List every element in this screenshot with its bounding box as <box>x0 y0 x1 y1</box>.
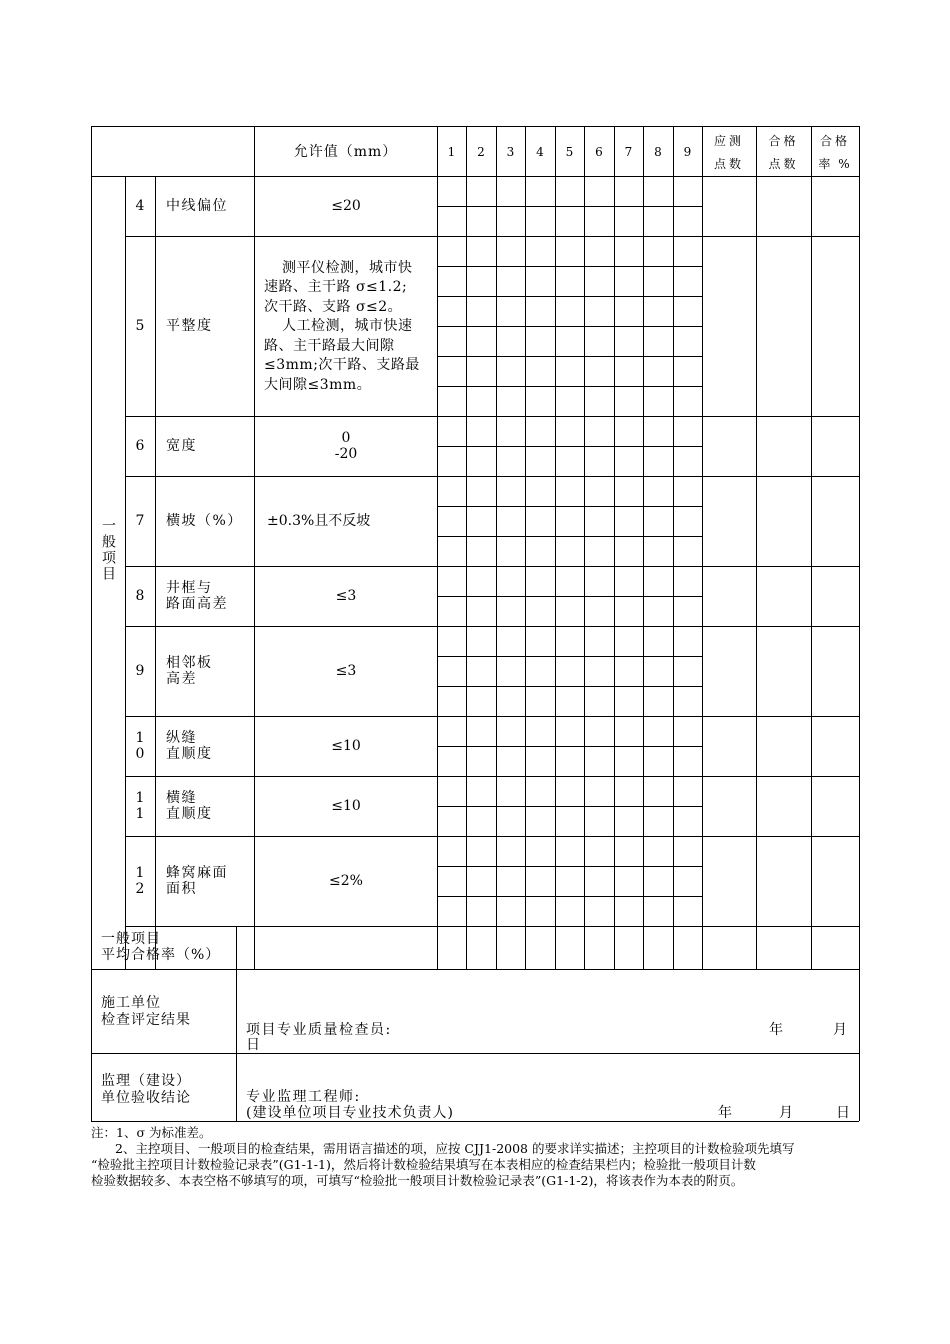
item-name: 宽度 <box>166 438 197 454</box>
grid-sub-line <box>437 356 702 357</box>
item-number: 6 <box>135 438 145 454</box>
supervision-label: 监理（建设） <box>101 1073 191 1089</box>
allowance-text: ≤3mm;次干路、支路最 <box>264 357 420 374</box>
point-number-header: 9 <box>683 145 692 159</box>
header-bottom-line <box>91 176 859 177</box>
item-name: 路面高差 <box>166 596 228 612</box>
point-number-header: 4 <box>536 145 544 159</box>
allowance-text: ≤20 <box>331 198 361 214</box>
grid-sub-line <box>437 506 702 507</box>
grid-sub-line <box>437 296 702 297</box>
avg-rate-label: 平均合格率（%） <box>101 947 221 963</box>
item-number: 1 <box>135 865 145 881</box>
allowance-text: ±0.3%且不反坡 <box>267 513 371 529</box>
note-line: 2、主控项目、一般项目的检查结果，需用语言描述的项，应按 CJJ1-2008 的要求详实描述；主控项目的计数检验项先填写 <box>115 1141 795 1156</box>
owner-signature-label: (建设单位项目专业技术负责人) <box>246 1105 454 1121</box>
grid-column-line <box>673 126 674 969</box>
avg-row-line <box>91 969 859 970</box>
date-year: 年 <box>769 1022 783 1038</box>
allowance-text: ≤3 <box>335 663 357 679</box>
table-top-border <box>91 126 859 127</box>
item-name: 直顺度 <box>166 746 213 762</box>
point-number-header: 3 <box>506 145 515 159</box>
category-column-line <box>125 176 126 969</box>
allowance-text: 路、主干路最大间隙 <box>264 337 395 354</box>
allowance-text: ≤3 <box>335 588 357 604</box>
item-name: 横坡（%） <box>166 513 243 529</box>
column-line <box>437 126 438 969</box>
item-row-line <box>125 716 859 717</box>
grid-column-line <box>496 126 497 969</box>
item-name: 中线偏位 <box>166 198 228 214</box>
category-general-items: 一般项目 <box>100 518 116 582</box>
item-number: 1 <box>135 730 145 746</box>
grid-column-line <box>555 126 556 969</box>
column-line <box>756 126 757 969</box>
column-line <box>254 126 255 969</box>
date-year: 年 <box>718 1105 732 1121</box>
allowance-text: 人工检测，城市快速 <box>282 318 413 335</box>
grid-column-line <box>584 126 585 969</box>
date-day: 日 <box>836 1105 850 1121</box>
note-line: 注：1、σ 为标准差。 <box>91 1125 212 1140</box>
item-name: 平整度 <box>166 318 213 334</box>
grid-column-line <box>614 126 615 969</box>
point-number-header: 7 <box>624 145 633 159</box>
point-number-header: 6 <box>595 145 603 159</box>
note-line: 检验数据较多、本表空格不够填写的项，可填写“检验批一般项目计数检验记录表”(G1-1-2)，将该表作为本表的附页。 <box>91 1173 744 1188</box>
grid-sub-line <box>437 656 702 657</box>
construction-label: 检查评定结果 <box>101 1012 191 1028</box>
number-column-line <box>155 176 156 969</box>
grid-column-line <box>702 126 703 969</box>
allowance-text: ≤10 <box>331 798 361 814</box>
allowance-text: 大间隙≤3mm。 <box>264 376 372 393</box>
grid-sub-line <box>437 896 702 897</box>
point-number-header: 5 <box>565 145 574 159</box>
grid-sub-line <box>437 446 702 447</box>
supervision-label: 单位验收结论 <box>101 1090 191 1106</box>
grid-sub-line <box>437 596 702 597</box>
pass-rate-header: 合格 <box>819 134 851 148</box>
item-row-line <box>125 476 859 477</box>
allowance-text: 0 <box>341 430 351 446</box>
grid-sub-line <box>437 326 702 327</box>
item-name: 相邻板 <box>166 655 213 671</box>
table-bottom-border <box>91 1121 859 1122</box>
item-name: 纵缝 <box>166 730 197 746</box>
item-number: 8 <box>135 588 145 604</box>
item-name: 高差 <box>166 671 197 687</box>
item-name: 面积 <box>166 881 197 897</box>
grid-sub-line <box>437 686 702 687</box>
grid-sub-line <box>437 866 702 867</box>
grid-sub-line <box>437 206 702 207</box>
item-name: 井框与 <box>166 580 213 596</box>
grid-sub-line <box>437 536 702 537</box>
point-number-header: 8 <box>654 145 662 159</box>
point-number-header: 2 <box>477 145 485 159</box>
item-name: 直顺度 <box>166 806 213 822</box>
allowance-text: ≤10 <box>331 738 361 754</box>
pass-rate-header: 率 % <box>818 157 852 171</box>
grid-column-line <box>466 126 467 969</box>
grid-sub-line <box>437 266 702 267</box>
item-row-line <box>125 566 859 567</box>
inspector-signature-label: 项目专业质量检查员: <box>246 1022 392 1038</box>
item-number: 4 <box>135 198 145 214</box>
qualified-points-header: 合格 <box>768 134 799 148</box>
item-number: 2 <box>135 881 145 897</box>
avg-rate-label: 一般项目 <box>101 931 161 947</box>
allowance-header: 允许值（mm） <box>293 144 398 160</box>
label-column-line <box>236 926 237 1121</box>
item-number: 7 <box>135 513 145 529</box>
allowance-text: 速路、主干路 σ≤1.2; <box>264 279 408 296</box>
date-month: 月 <box>833 1022 847 1038</box>
item-number: 1 <box>135 790 145 806</box>
column-line <box>811 126 812 969</box>
item-row-line <box>125 776 859 777</box>
allowance-text: 测平仪检测，城市快 <box>282 259 413 276</box>
item-number: 1 <box>135 806 145 822</box>
item-number: 5 <box>135 318 145 334</box>
grid-sub-line <box>437 386 702 387</box>
construction-label: 施工单位 <box>101 995 161 1011</box>
item-row-line <box>125 626 859 627</box>
allowance-text: ≤2% <box>329 873 363 889</box>
table-left-border <box>91 126 92 1121</box>
item-number: 9 <box>135 663 145 679</box>
allowance-text: 次干路、支路 σ≤2。 <box>264 298 403 315</box>
grid-sub-line <box>437 746 702 747</box>
construction-row-line <box>91 1053 859 1054</box>
item-row-line <box>125 836 859 837</box>
item-number: 0 <box>135 746 145 762</box>
item-row-line <box>125 236 859 237</box>
table-right-border <box>859 126 860 1121</box>
grid-column-line <box>525 126 526 969</box>
required-points-header: 点数 <box>713 157 745 171</box>
qualified-points-header: 点数 <box>768 157 799 171</box>
engineer-signature-label: 专业监理工程师: <box>246 1089 361 1105</box>
item-name: 横缝 <box>166 790 197 806</box>
point-number-header: 1 <box>447 145 456 159</box>
date-month: 月 <box>779 1105 793 1121</box>
grid-column-line <box>643 126 644 969</box>
allowance-text: -20 <box>334 446 358 462</box>
note-line: “检验批主控项目计数检验记录表”(G1-1-1)，然后将计数检验结果填写在本表相应的检查结果栏内；检验批一般项目计数 <box>91 1157 756 1172</box>
date-day: 日 <box>246 1037 260 1053</box>
item-name: 蜂窝麻面 <box>166 865 228 881</box>
item-row-line <box>125 416 859 417</box>
grid-sub-line <box>437 806 702 807</box>
required-points-header: 应测 <box>713 134 745 148</box>
